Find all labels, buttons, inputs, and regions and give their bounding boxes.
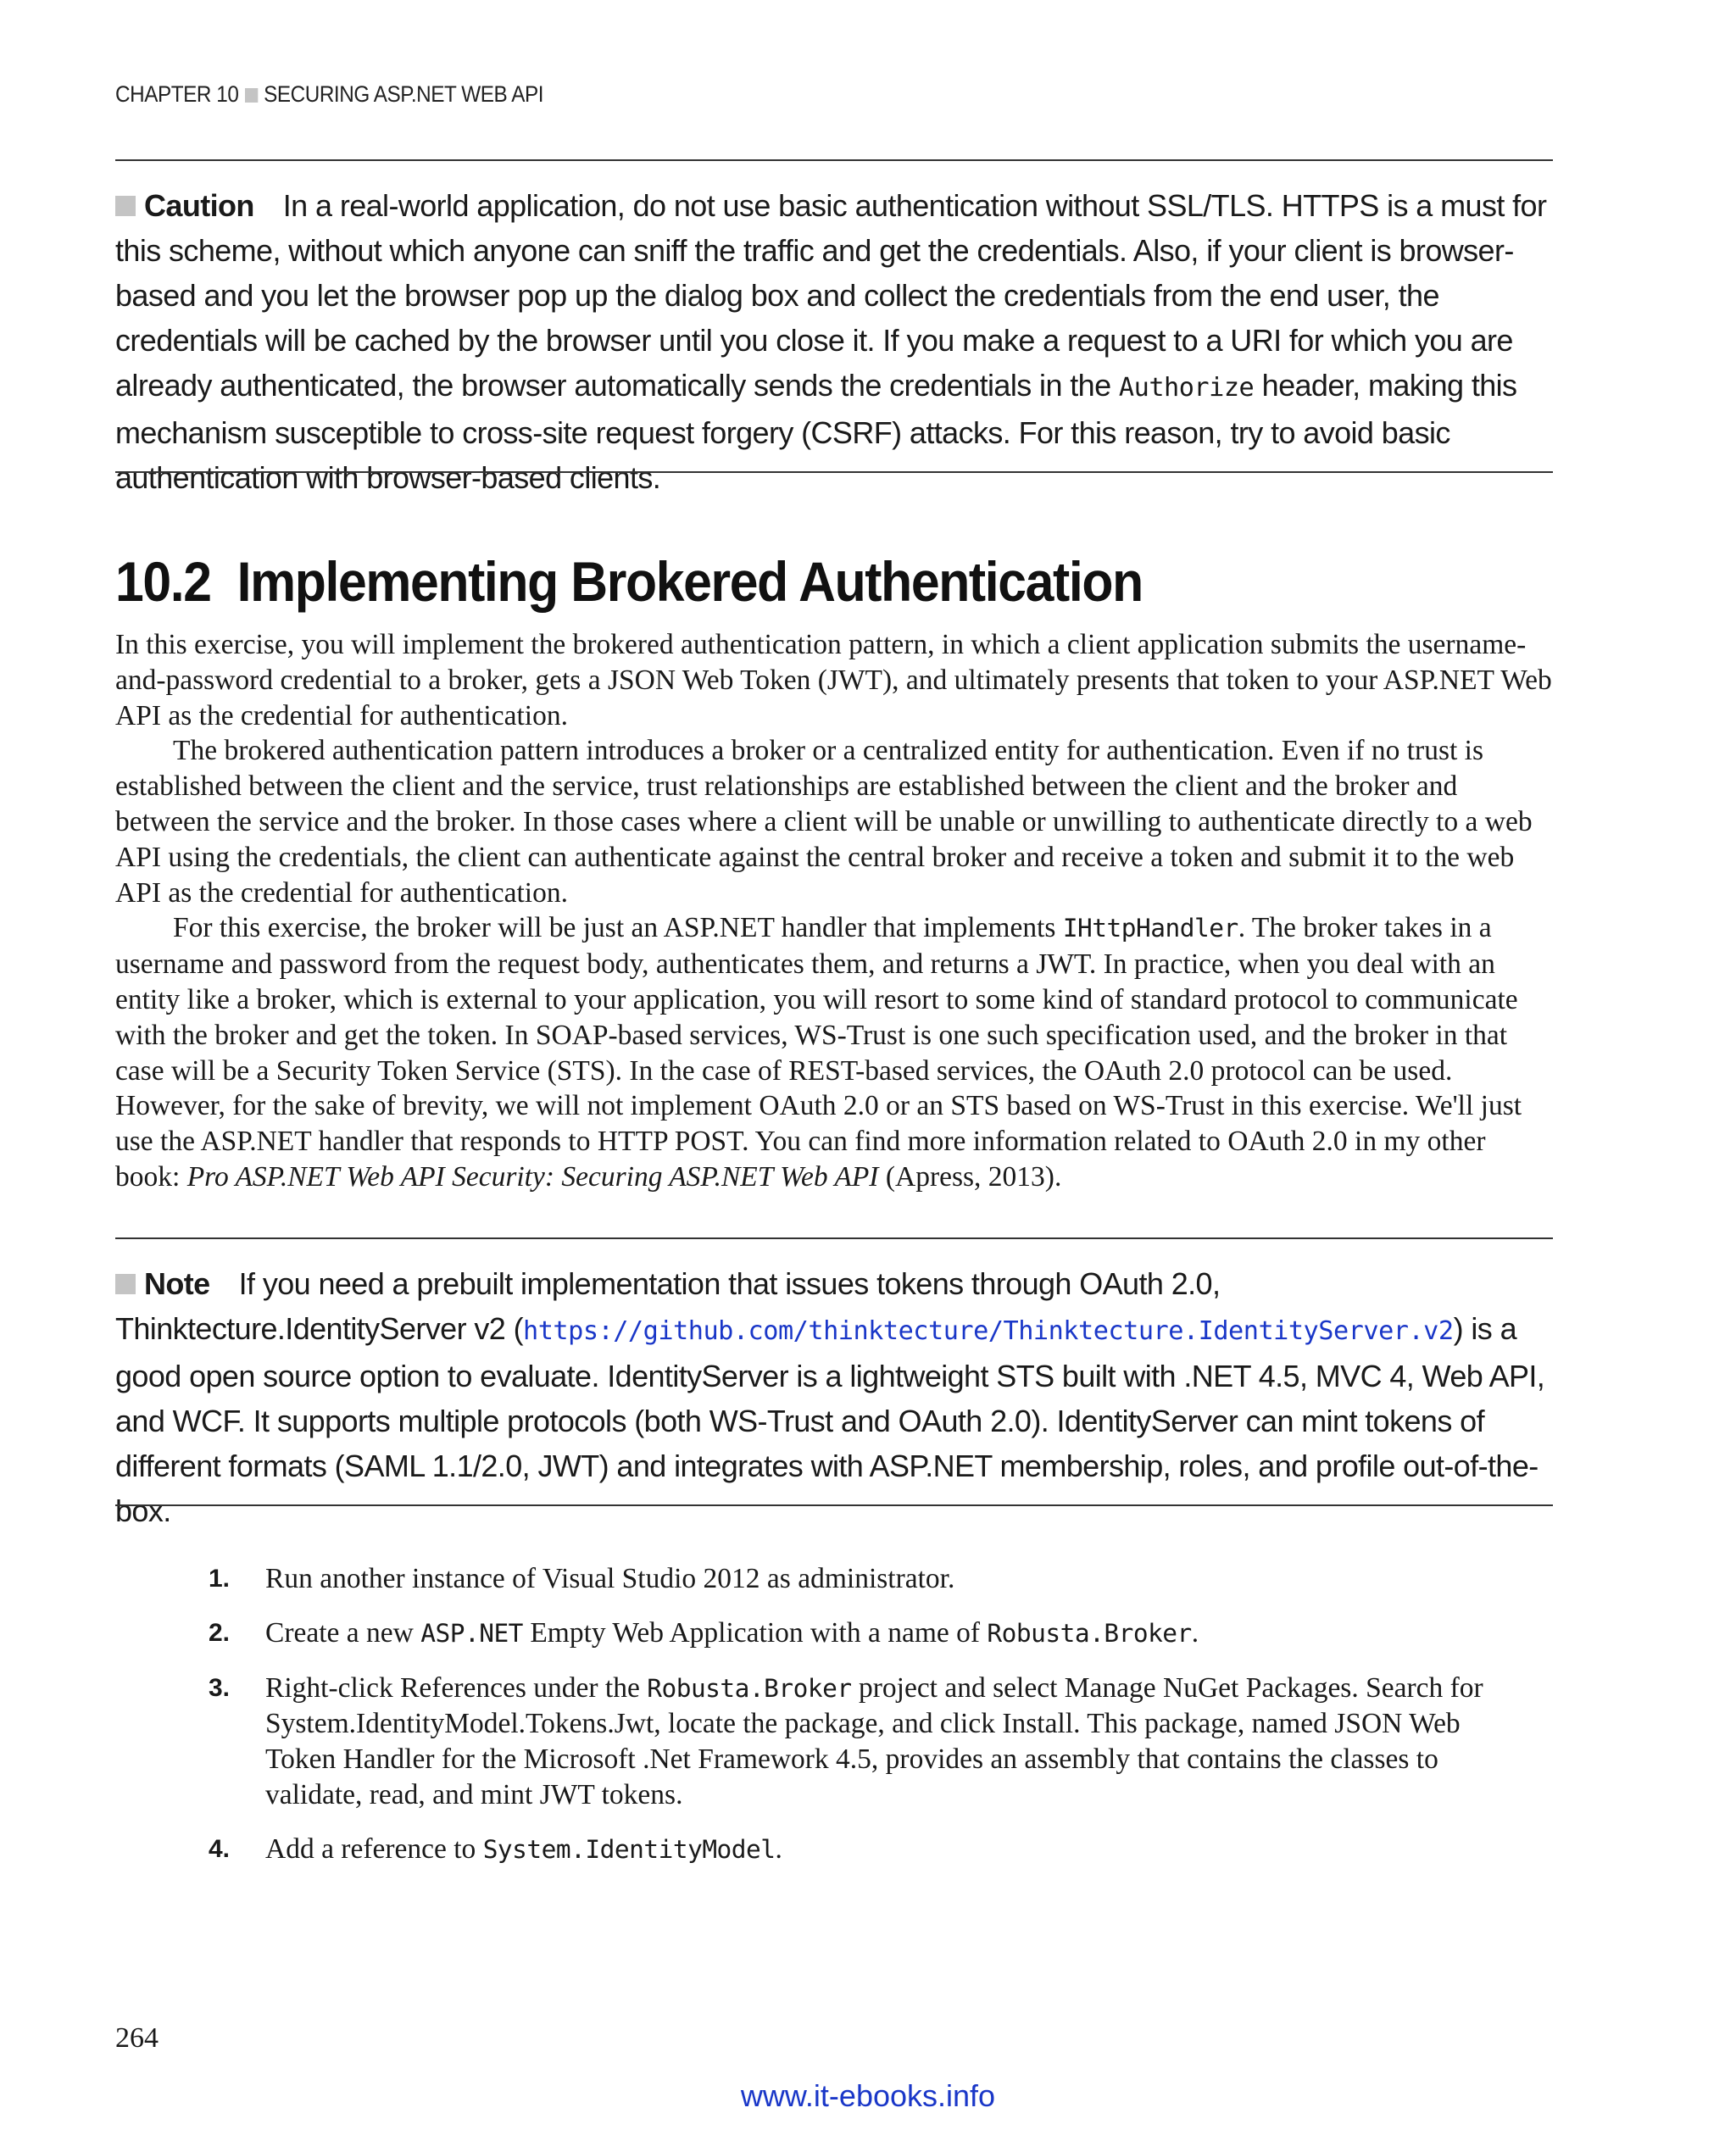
footer-link[interactable]: www.it-ebooks.info: [740, 2078, 996, 2113]
list-item: [115, 1671, 1486, 1813]
note-box: [115, 1261, 1553, 1533]
paragraph-3-text-a: For this exercise, the broker will be just an ASP.NET handler that implements: [173, 912, 1063, 944]
steps-list: [115, 1561, 1553, 1887]
paragraph-2: The brokered authentication pattern introduces a broker or a centralized entity for authentication. Even if no trust is established between the client and the service, trust relationships are established between the client and the broker and between the service and the broker. In those cases where a client will be unable or unwilling to authenticate directly to a web API using the credentials, the client can authenticate against the central broker and receive a token and submit it to the web API as the credential for authentication.: [115, 735, 1533, 909]
paragraph-3-text-b: . The broker takes in a username and password from the request body, authenticates them, and returns a JWT. In practice, when you deal with an entity like a broker, which is external to your application, you will resort to some kind of standard protocol to communicate with the broker and get the token. In SOAP-based services, WS-Trust is one such specification used, and the broker in that case will be a Security Token Service (STS). In the case of REST-based services, the OAuth 2.0 protocol can be used. However, for the sake of brevity, we will not implement OAuth 2.0 or an STS based on WS-Trust in this exercise. We'll just use the ASP.NET handler that responds to HTTP POST. You can find more information related to OAuth 2.0 in my other book:: [115, 912, 1522, 1193]
step-text: .: [1191, 1616, 1199, 1649]
caution-bottom-rule: [115, 471, 1553, 473]
caution-text-1: In a real-world application, do not use basic authentication without SSL/TLS. HTTPS is a must for this scheme, without which anyone can sniff the traffic and get the credentials. Also, if your client is browser-based and you let the browser pop up the dialog box and collect the credentials from the end user, the credentials will be cached by the browser until you close it. If you make a request to a URI for which you are already authenticated, the browser automatically sends the credentials in the: [115, 188, 1547, 403]
paragraph-3-code: IHttpHandler: [1062, 914, 1238, 943]
step-code: Robusta.Broker: [987, 1618, 1192, 1648]
step-number: 1.: [209, 1565, 231, 1593]
step-text: project and select Manage NuGet Packages. Search for System.IdentityModel.Tokens.Jwt, locate the package, and click Install. This package, named JSON Web Token Handler for the Microsoft .Net Framework 4.5, provides an assembly that contains the classes to validate, read, and mint JWT tokens.: [265, 1671, 1483, 1810]
note-text-2: ) is a good open source option to evaluate. IdentityServer is a lightweight STS built with .NET 4.5, MVC 4, Web API, and WCF. It supports multiple protocols (both WS-Trust and OAuth 2.0). IdentityServer can mint tokens of different formats (SAML 1.1/2.0, JWT) and integrates with ASP.NET membership, roles, and profile out-of-the-box.: [115, 1311, 1545, 1528]
step-code: Robusta.Broker: [647, 1673, 852, 1703]
section-heading: [115, 549, 1143, 614]
section-title: Implementing Brokered Authentication: [236, 550, 1143, 613]
step-number: 2.: [209, 1618, 231, 1647]
book-title: Pro ASP.NET Web API Security: Securing ASP.NET Web API: [186, 1160, 879, 1193]
caution-square-icon: [115, 196, 136, 216]
step-code: System.IdentityModel: [482, 1834, 776, 1864]
step-text: Right-click References under the: [265, 1671, 648, 1704]
list-item: [115, 1832, 1486, 1868]
step-text: Empty Web Application with a name of: [522, 1616, 988, 1649]
step-number: 3.: [209, 1673, 231, 1702]
step-text: Run another instance of Visual Studio 2012 as administrator.: [265, 1563, 955, 1594]
note-text-1: If you need a prebuilt implementation that issues tokens through OAuth 2.0, Thinktecture.IdentityServer v2 (: [115, 1266, 1221, 1346]
note-label: Note: [144, 1266, 210, 1301]
paragraph-3-text-c: (Apress, 2013).: [878, 1160, 1062, 1193]
step-text: Add a reference to: [265, 1832, 483, 1865]
page-number: 264: [115, 2022, 159, 2054]
body-text: [115, 627, 1553, 1195]
chapter-label: CHAPTER 10: [115, 81, 239, 107]
header-square-icon: [245, 88, 258, 103]
paragraph-3: [115, 910, 1553, 1194]
paragraph-1: In this exercise, you will implement the brokered authentication pattern, in which a client application submits the username-and-password credential to a broker, gets a JSON Web Token (JWT), and ultimately presents that token to your ASP.NET Web API as the credential for authentication.: [115, 629, 1552, 731]
caution-code-authorize: Authorize: [1118, 373, 1255, 403]
list-item: [115, 1561, 1486, 1597]
step-text: .: [775, 1832, 782, 1865]
running-header: [115, 81, 543, 108]
section-number: 10.2: [115, 550, 211, 613]
step-text: Create a new: [265, 1616, 421, 1649]
note-bottom-rule: [115, 1504, 1553, 1506]
caution-text-2: header, making this mechanism susceptible to cross-site request forgery (CSRF) attacks. For this reason, try to avoid basic authentication with browser-based clients.: [115, 368, 1517, 495]
list-item: [115, 1615, 1486, 1652]
identityserver-link[interactable]: https://github.com/thinktecture/Thinktecture.IdentityServer.v2: [523, 1316, 1454, 1346]
note-square-icon: [115, 1274, 136, 1294]
caution-label: Caution: [144, 188, 254, 223]
caution-top-rule: [115, 159, 1553, 161]
chapter-title: SECURING ASP.NET WEB API: [264, 81, 544, 107]
note-top-rule: [115, 1237, 1553, 1239]
caution-box: [115, 183, 1553, 500]
step-code: ASP.NET: [420, 1618, 523, 1648]
step-number: 4.: [209, 1834, 231, 1863]
